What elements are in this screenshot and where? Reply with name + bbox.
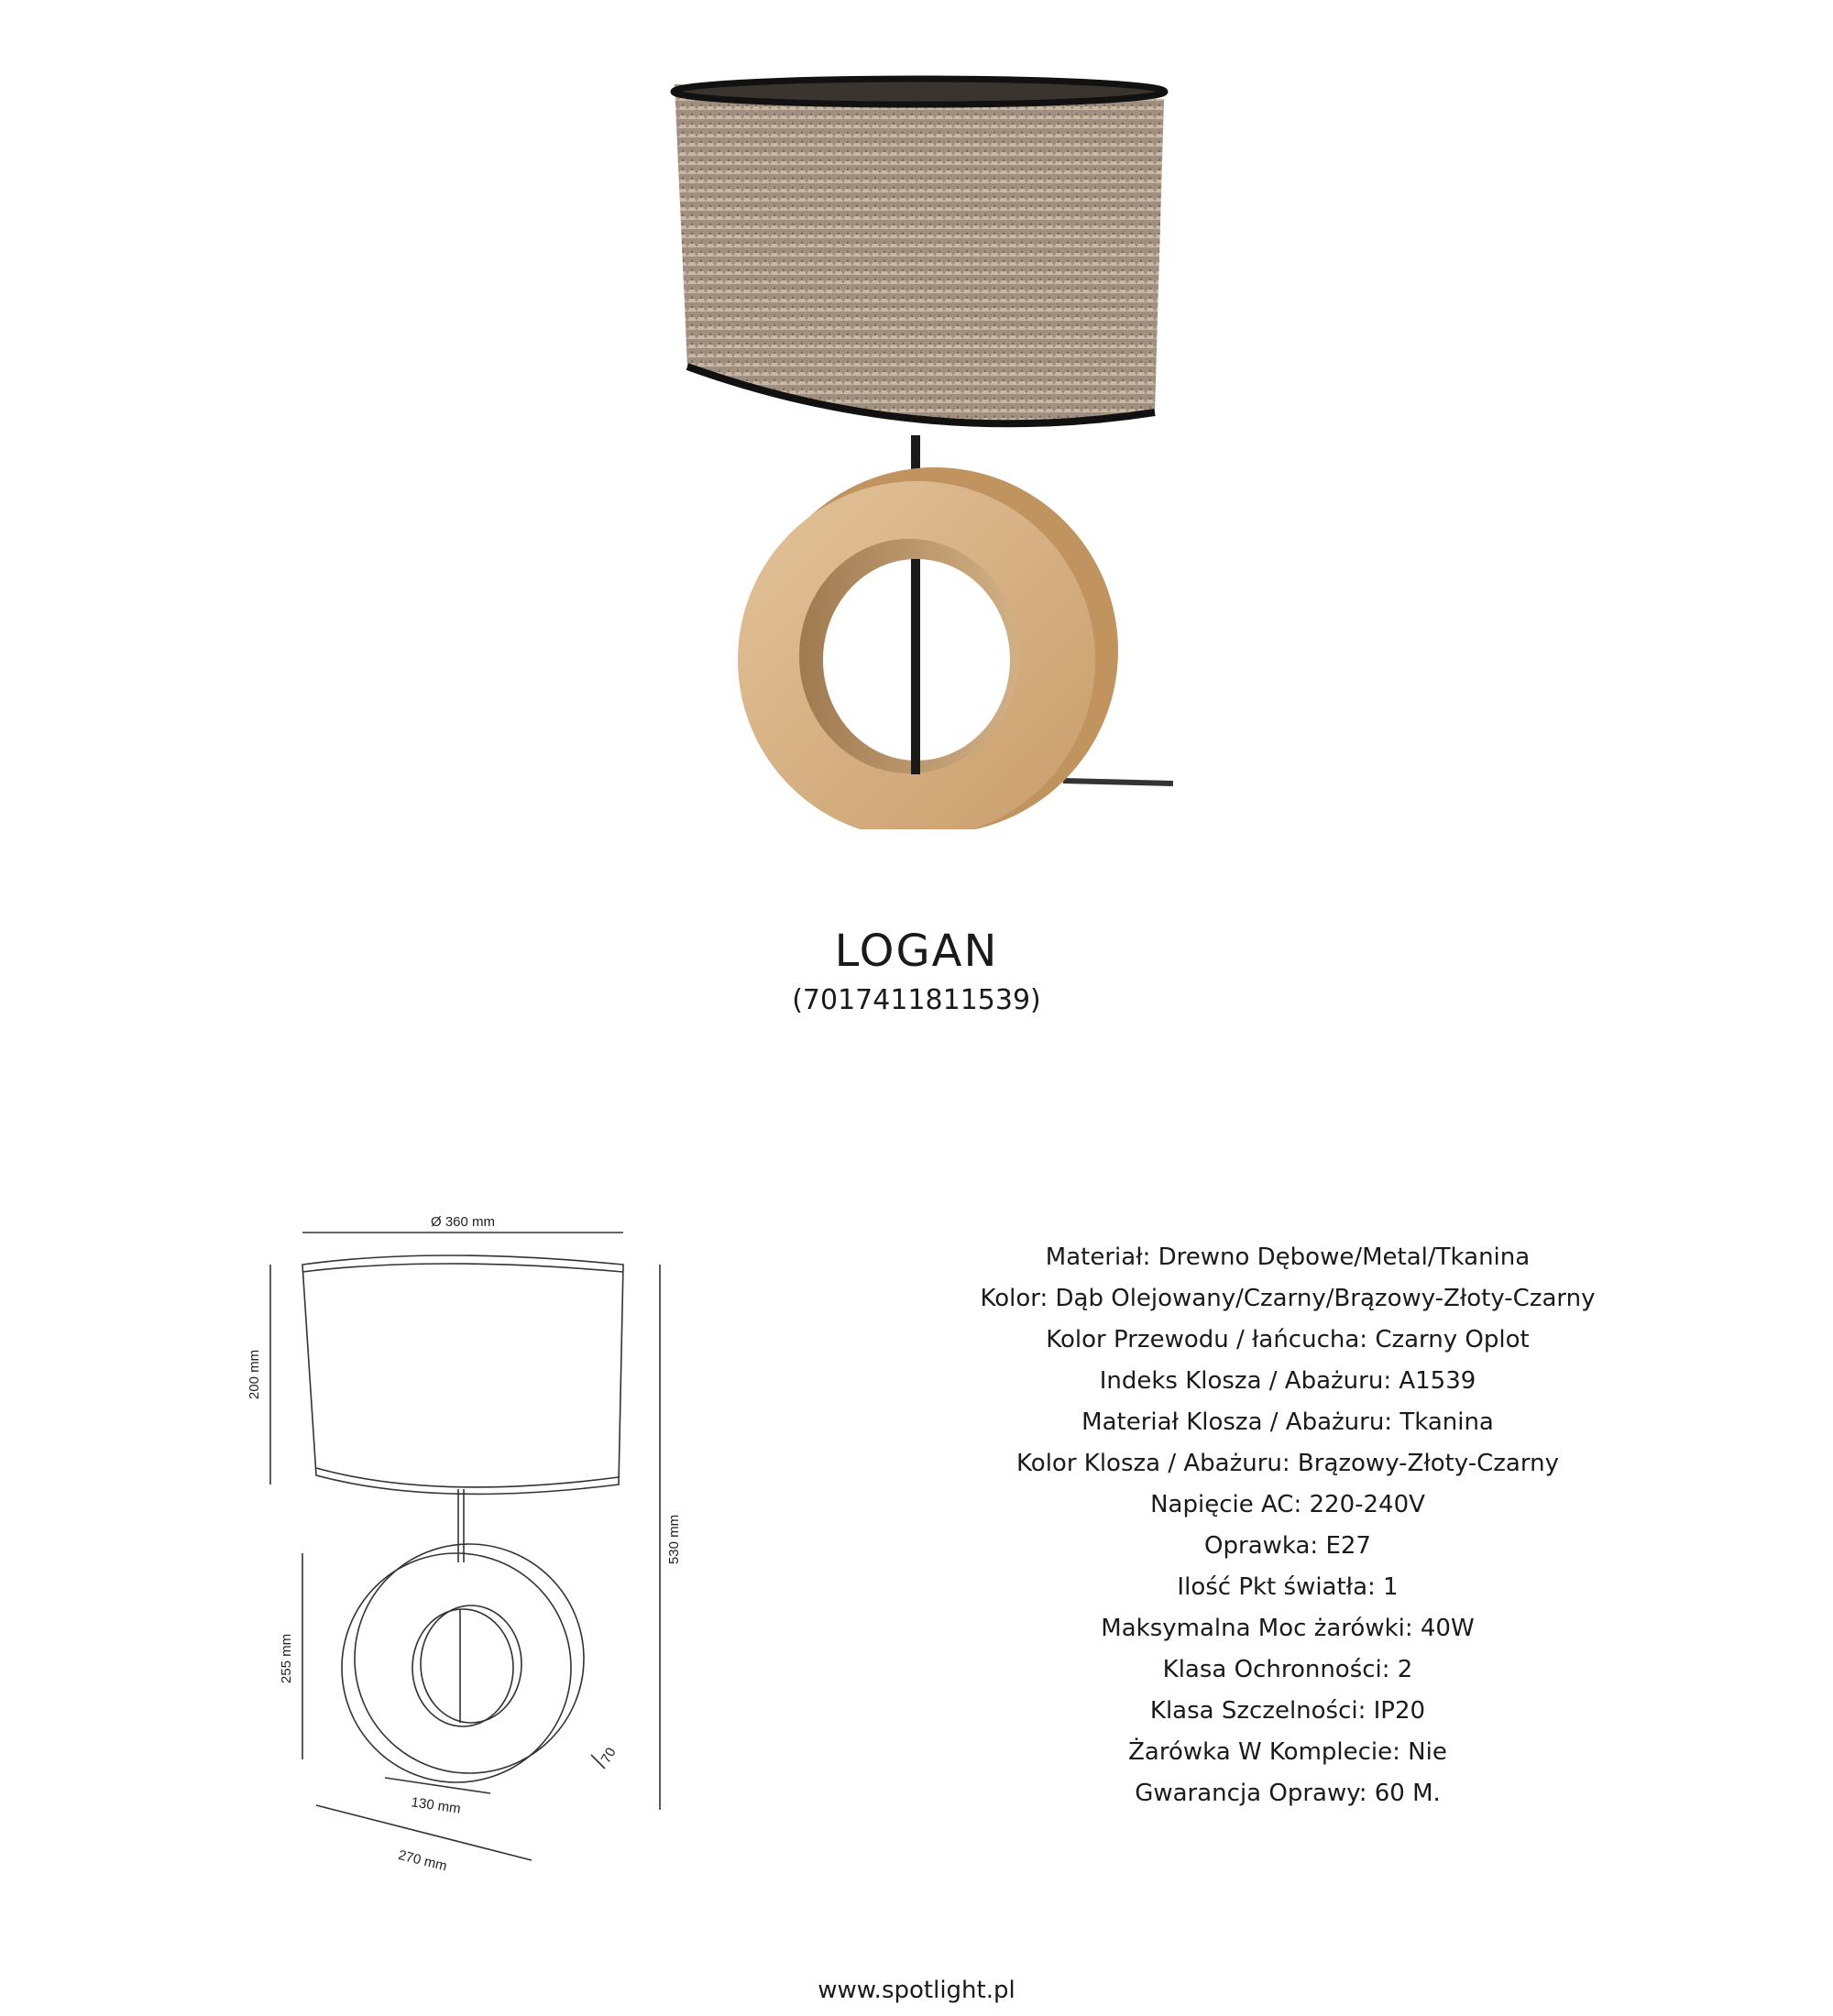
product-code: (7017411811539) xyxy=(792,984,1041,1016)
spec-light-points: Ilość Pkt światła: 1 xyxy=(1177,1573,1399,1601)
spec-max-power: Maksymalna Moc żarówki: 40W xyxy=(1101,1615,1475,1642)
spec-bulb-included: Żarówka W Komplecie: Nie xyxy=(1128,1738,1447,1766)
dim-base-width: 270 mm xyxy=(396,1846,449,1875)
spec-warranty: Gwarancja Oprawy: 60 M. xyxy=(1135,1780,1441,1807)
spec-socket: Oprawka: E27 xyxy=(1204,1532,1371,1560)
spec-shade-material: Materiał Klosza / Abażuru: Tkanina xyxy=(1081,1408,1494,1436)
dim-inner-width: 130 mm xyxy=(410,1794,462,1817)
dim-total-height: 530 mm xyxy=(666,1514,682,1565)
lamp-base xyxy=(738,467,1118,842)
dim-depth: 70 xyxy=(598,1745,620,1767)
spec-cable-color: Kolor Przewodu / łańcucha: Czarny Oplot xyxy=(1046,1326,1530,1353)
spec-protection-class: Klasa Ochronności: 2 xyxy=(1162,1656,1413,1683)
spec-shade-index: Indeks Klosza / Abażuru: A1539 xyxy=(1099,1367,1476,1395)
spec-voltage: Napięcie AC: 220-240V xyxy=(1150,1491,1425,1518)
product-title: LOGAN xyxy=(834,926,999,977)
spec-material: Materiał: Drewno Dębowe/Metal/Tkanina xyxy=(1045,1244,1531,1271)
dim-diameter: Ø 360 mm xyxy=(430,1214,496,1230)
dim-shade-height: 200 mm xyxy=(247,1349,262,1400)
lamp-shade xyxy=(674,79,1165,423)
spec-ip-rating: Klasa Szczelności: IP20 xyxy=(1149,1697,1426,1725)
technical-drawing xyxy=(229,1210,724,1888)
spec-color: Kolor: Dąb Olejowany/Czarny/Brązowy-Złoty-Czarny xyxy=(980,1285,1596,1312)
footer-url[interactable]: www.spotlight.pl xyxy=(818,1977,1015,2004)
dim-base-height: 255 mm xyxy=(279,1633,294,1684)
spec-list xyxy=(944,1237,1631,1814)
spec-shade-color: Kolor Klosza / Abażuru: Brązowy-Złoty-Czarny xyxy=(1016,1450,1559,1477)
lamp-cable xyxy=(1063,781,1173,783)
lamp-photo xyxy=(642,64,1191,871)
